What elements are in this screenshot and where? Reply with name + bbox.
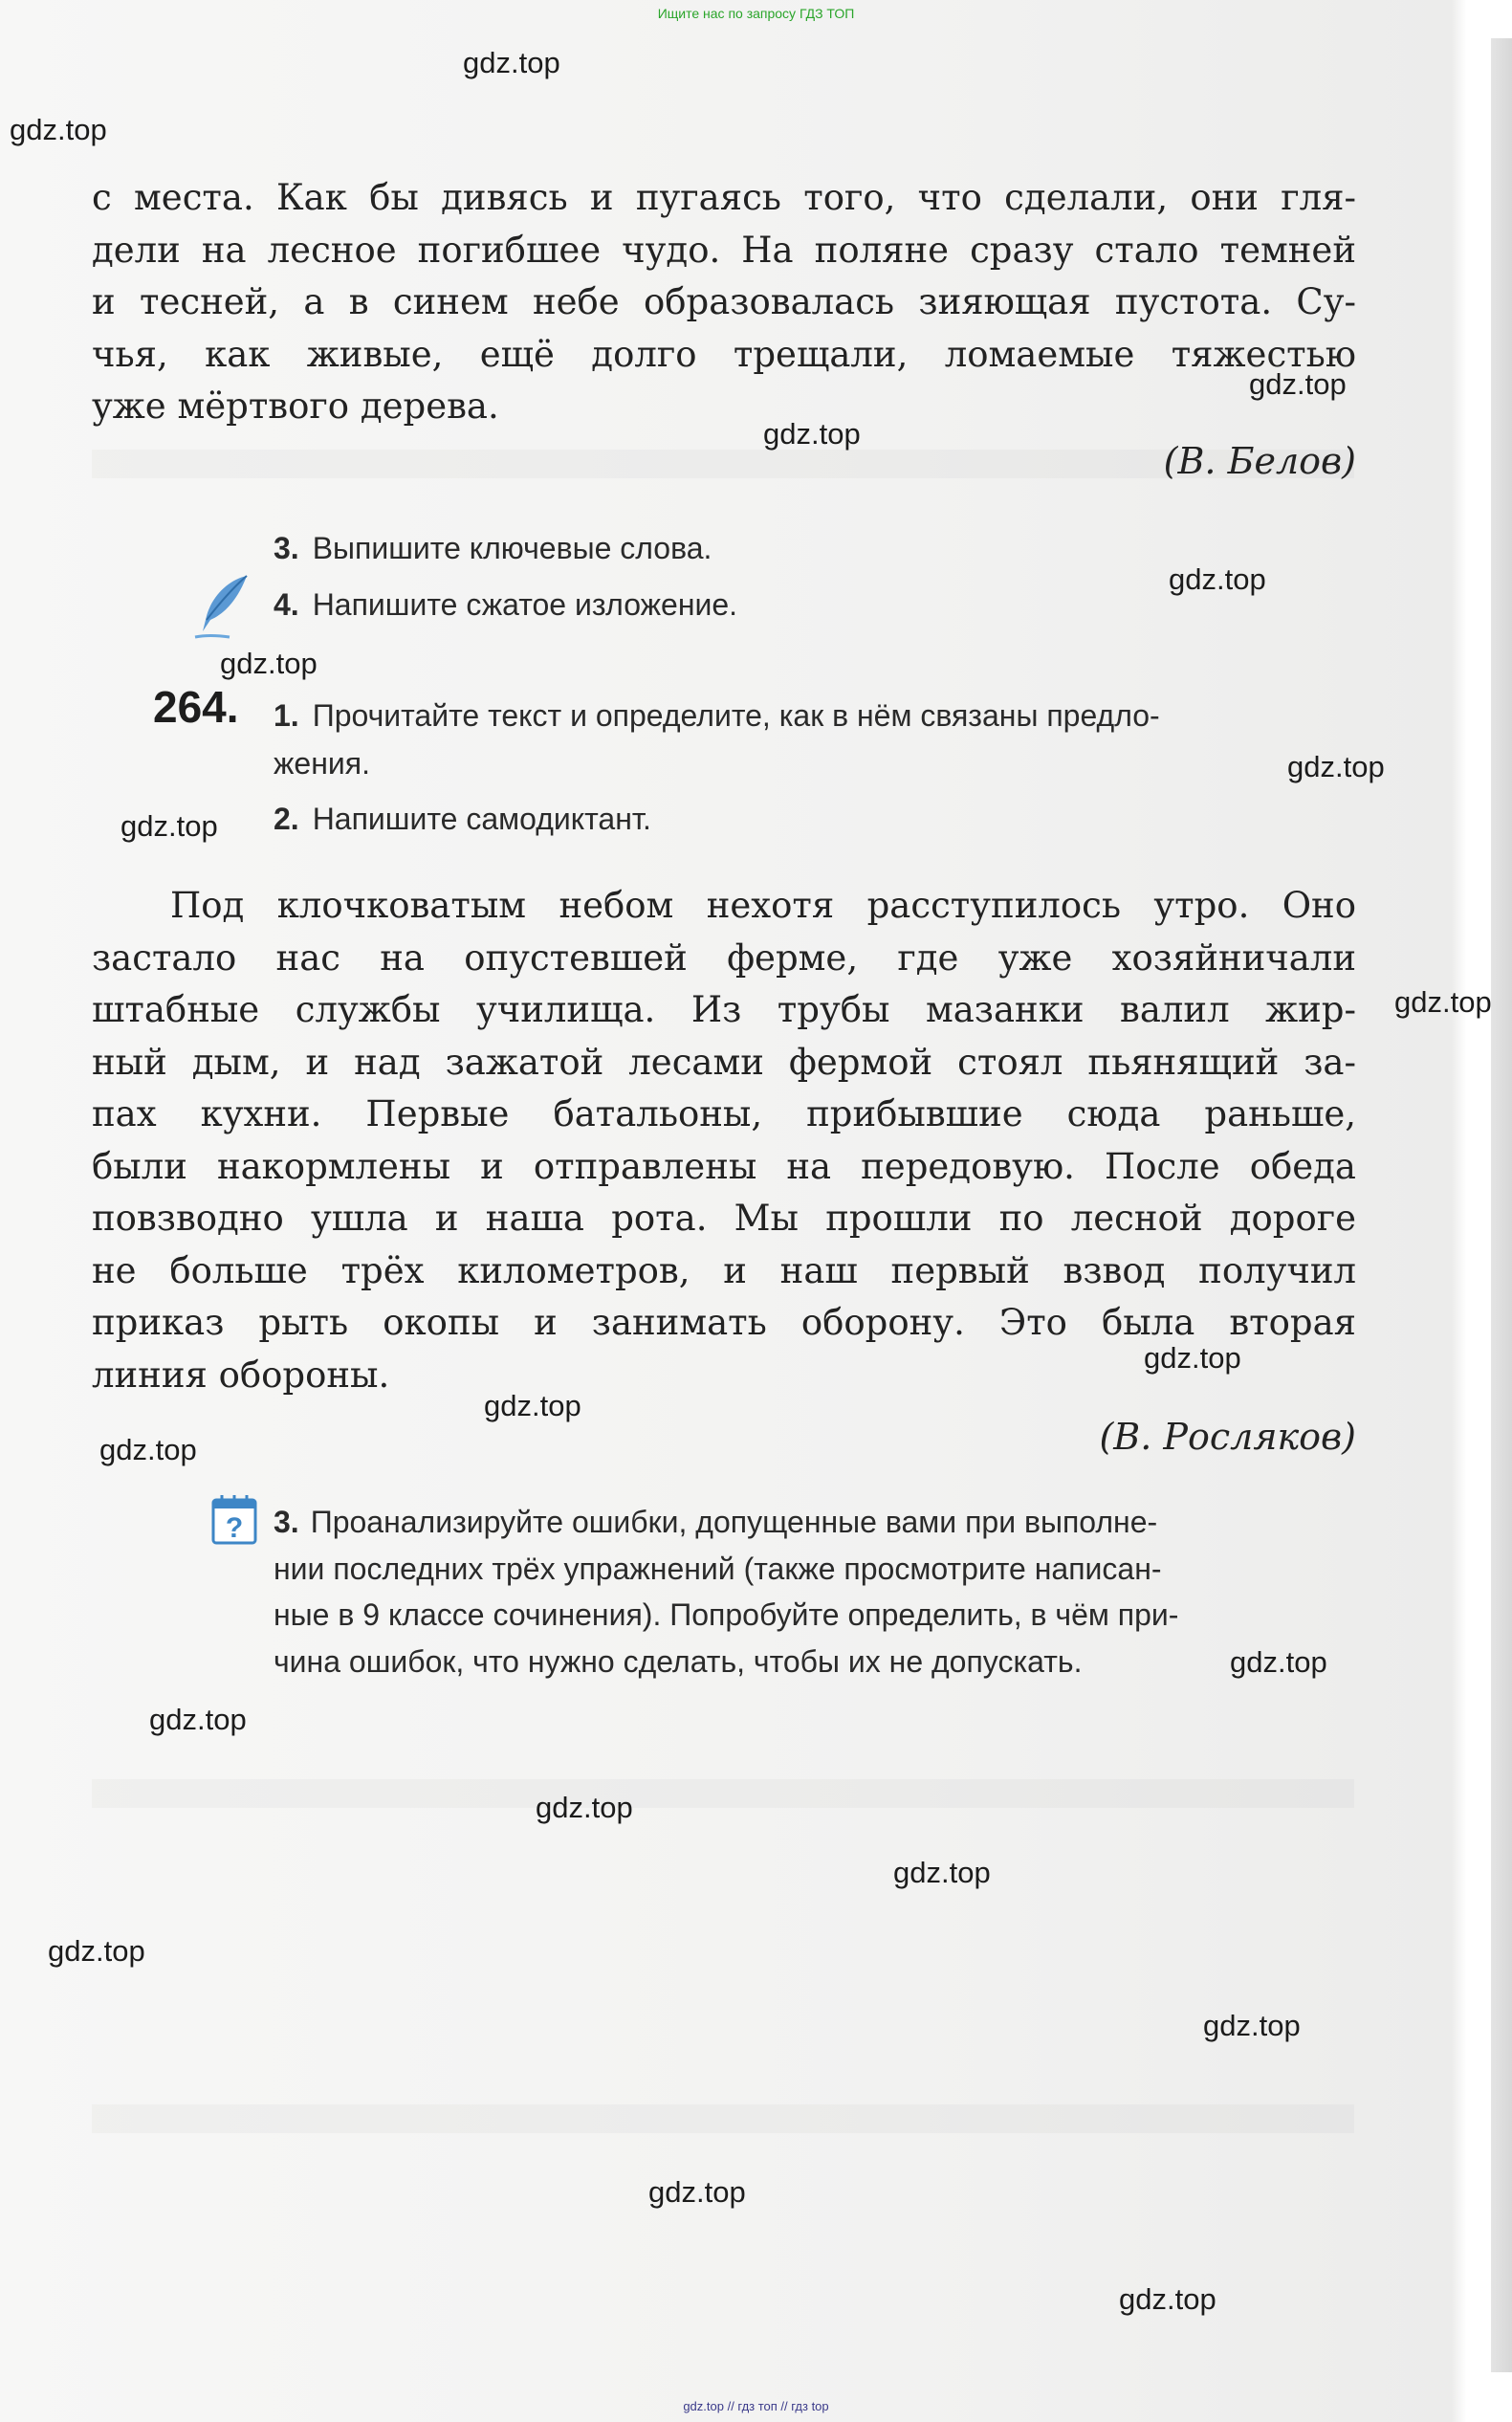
watermark: gdz.top: [463, 46, 560, 79]
watermark: gdz.top: [220, 647, 318, 680]
calendar-question-icon: [210, 1492, 258, 1546]
svg-text:?: ?: [225, 1512, 244, 1544]
text-line: Под клочковатым небом нехотя расступилось утро. Оно: [170, 885, 1356, 926]
task-text: Напишите сжатое изложение.: [312, 587, 738, 622]
text-line: чья, как живые, ещё долго трещали, ломаемые тяжестью: [92, 333, 1356, 375]
task-number: 1.: [274, 698, 299, 733]
task-number: 3.: [274, 531, 299, 565]
task-text: Напишите самодиктант.: [312, 802, 651, 836]
watermark: gdz.top: [1144, 1341, 1241, 1375]
passage-roslyakov: [92, 880, 1356, 1401]
exercise-task-1-cont: жения.: [274, 746, 370, 781]
task-number: 4.: [274, 587, 299, 622]
text-line: дели на лесное погибшее чудо. На поляне сразу стало темней: [92, 229, 1356, 271]
task-line: чина ошибок, что нужно сделать, чтобы их не допускать.: [274, 1643, 1083, 1679]
watermark: gdz.top: [48, 1934, 145, 1968]
text-line: были накормлены и отправлены на передовую. После обеда: [92, 1145, 1356, 1187]
watermark: gdz.top: [1394, 985, 1492, 1019]
text-line: повзводно ушла и наша рота. Мы прошли по лесной дороге: [92, 1198, 1356, 1239]
watermark: gdz.top: [893, 1856, 991, 1889]
bleed-through: [92, 2104, 1354, 2133]
exercise-task-1: [274, 698, 1160, 734]
watermark: gdz.top: [763, 417, 861, 451]
watermark: gdz.top: [484, 1389, 581, 1422]
text-line: застало нас на опустевшей ферме, где уже хозяйничали: [92, 936, 1356, 979]
task-4-summary: [274, 587, 737, 623]
task-text: Прочитайте текст и определите, как в нём связаны предло-: [312, 698, 1160, 733]
watermark: gdz.top: [10, 113, 107, 146]
watermark: gdz.top: [1249, 367, 1347, 401]
exercise-task-2: [274, 802, 651, 837]
text-line: ный дым, и над зажатой лесами фермой стоял пьянящий за-: [92, 1041, 1356, 1083]
task-number: 3.: [274, 1505, 299, 1539]
passage-belov: [92, 172, 1356, 433]
watermark: gdz.top: [1287, 750, 1385, 783]
watermark: gdz.top: [1203, 2009, 1301, 2042]
watermark: gdz.top: [648, 2175, 746, 2209]
text-line: уже мёртвого дерева.: [92, 385, 499, 427]
text-line: с места. Как бы дивясь и пугаясь того, что сделали, они гля-: [92, 177, 1356, 218]
task-3-keywords: [274, 531, 712, 566]
author-belov: (В. Белов): [1163, 440, 1356, 482]
watermark: gdz.top: [121, 809, 218, 843]
text-line: линия обороны.: [92, 1354, 390, 1396]
task-line: нии последних трёх упражнений (также просмотрите написан-: [274, 1551, 1162, 1586]
watermark: gdz.top: [1169, 562, 1266, 596]
feather-pen-icon: [191, 572, 252, 641]
text-line: штабные службы училища. Из трубы мазанки валил жир-: [92, 989, 1356, 1030]
task-line: [274, 1499, 1354, 1546]
watermark: gdz.top: [149, 1703, 247, 1736]
footer-note: gdz.top // гдз топ // гдз top: [683, 2399, 829, 2413]
task-line: ные в 9 классе сочинения). Попробуйте определить, в чём при-: [274, 1597, 1179, 1632]
task-text: Проанализируйте ошибки, допущенные вами при выполне-: [310, 1505, 1158, 1539]
header-note: Ищите нас по запросу ГДЗ ТОП: [657, 6, 855, 21]
watermark: gdz.top: [1230, 1645, 1327, 1679]
page-edge: [1491, 38, 1512, 2372]
text-line: не больше трёх километров, и наш первый взвод получил: [92, 1249, 1356, 1291]
bleed-through: [92, 1779, 1354, 1808]
exercise-number: 264.: [153, 682, 239, 732]
task-3-analysis: [274, 1499, 1354, 1684]
text-line: и тесней, а в синем небе образовалась зияющая пустота. Су-: [92, 281, 1356, 322]
text-line: пах кухни. Первые батальоны, прибывшие сюда раньше,: [92, 1093, 1356, 1134]
watermark: gdz.top: [99, 1433, 197, 1466]
author-roslyakov: (В. Росляков): [1099, 1416, 1356, 1458]
task-text: Выпишите ключевые слова.: [312, 531, 712, 565]
text-line: приказ рыть окопы и занимать оборону. Это была вторая: [92, 1302, 1356, 1343]
watermark: gdz.top: [1119, 2282, 1216, 2316]
task-number: 2.: [274, 802, 299, 836]
watermark: gdz.top: [536, 1791, 633, 1824]
